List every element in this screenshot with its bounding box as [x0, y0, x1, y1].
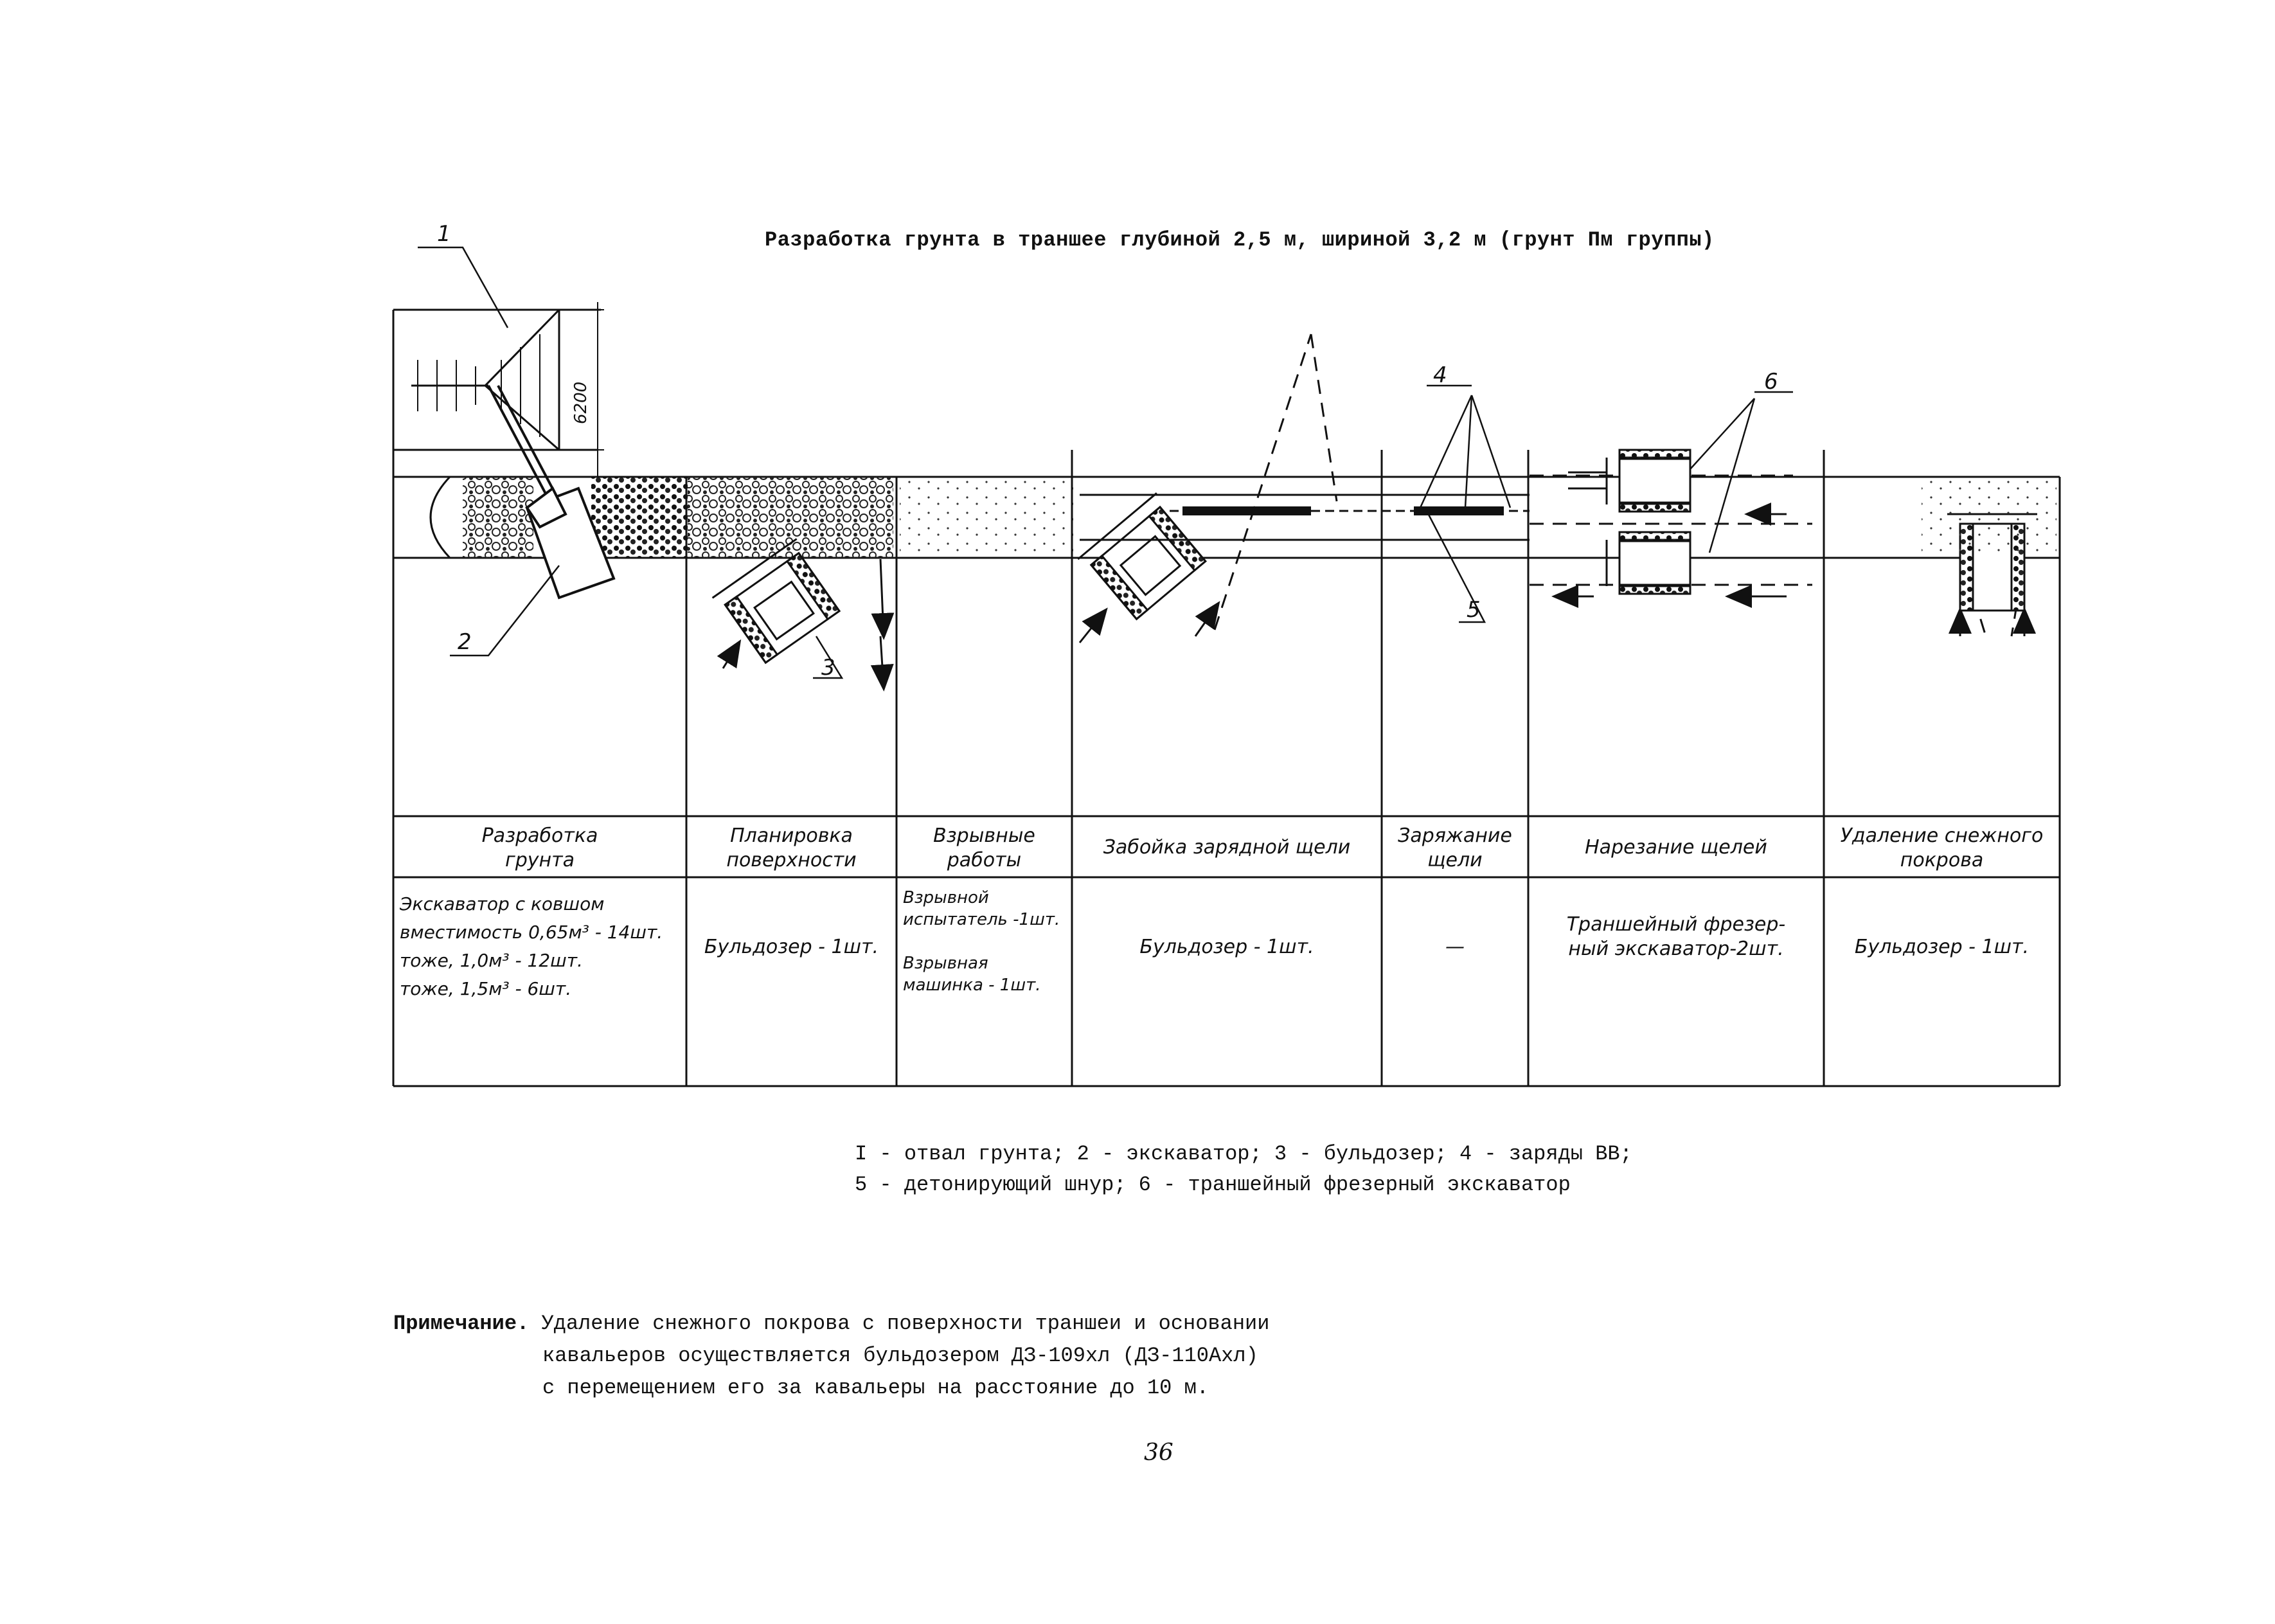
legend-line-2: 5 - детонирующий шнур; 6 - траншейный фрезерный экскаватор	[855, 1173, 1571, 1197]
callout-6: 6	[1764, 369, 1778, 395]
note-line-1: Удаление снежного покрова с поверхности траншеи и основании	[541, 1312, 1270, 1335]
note-line-3: с перемещением его за кавальеры на расстояние до 10 м.	[542, 1376, 1209, 1400]
loosened-soil	[688, 477, 893, 558]
equipment-slot-cutting: Траншейный фрезер- ный экскаватор-2шт.	[1566, 913, 1786, 960]
equipment-excavation: Экскаватор с ковшом вместимость 0,65м³ - 14шт. тоже, 1,0м³ - 12шт. тоже, 1,5м³ - 6шт.	[400, 893, 663, 999]
equipment-blasting: Взрывной испытатель -1шт. Взрывная машинка - 1шт.	[903, 888, 1060, 995]
spoil-pile	[393, 310, 559, 450]
snow-cover	[1922, 477, 2056, 558]
note	[393, 1308, 1269, 1404]
trench-left-end	[431, 477, 450, 558]
equipment-snow-removal: Бульдозер - 1шт.	[1854, 936, 2030, 958]
stage-header-blasting: Взрывные работы	[933, 825, 1035, 871]
loosened-soil-dark	[591, 477, 688, 558]
note-line-2: кавальеров осуществляется бульдозером ДЗ-109хл (ДЗ-110Ахл)	[542, 1344, 1258, 1368]
note-label: Примечание.	[393, 1312, 530, 1335]
stage-header-snow-removal: Удаление снежного покрова	[1840, 825, 2044, 871]
trench-cutter-upper	[1568, 450, 1690, 512]
equipment-tamping: Бульдозер - 1шт.	[1139, 936, 1314, 958]
legend-line-1: I - отвал грунта; 2 - экскаватор; 3 - бульдозер; 4 - заряды ВВ;	[855, 1142, 1632, 1166]
callout-leaders	[418, 247, 1793, 678]
diagram-title: Разработка грунта в траншее глубиной 2,5 м, шириной 3,2 м (грунт Пм группы)	[765, 228, 1715, 252]
callout-1: 1	[437, 221, 451, 247]
equipment-planning: Бульдозер - 1шт.	[704, 936, 879, 958]
callout-4: 4	[1433, 362, 1447, 388]
stage-header-slot-cutting: Нарезание щелей	[1585, 836, 1767, 859]
stage-header-planning: Планировка поверхности	[726, 825, 857, 871]
blasted-zone	[900, 477, 1073, 558]
callout-5: 5	[1467, 597, 1481, 623]
dimension-label: 6200	[571, 381, 591, 424]
trench-cutter-lower	[1607, 532, 1690, 594]
excavated-gravel	[463, 477, 533, 558]
stage-header-tamping: Забойка зарядной щели	[1103, 836, 1351, 859]
stage-header-excavation: Разработка грунта	[481, 825, 598, 871]
stage-header-charging: Заряжание щели	[1398, 825, 1512, 871]
callout-2: 2	[458, 629, 472, 655]
legend	[855, 1139, 1632, 1200]
page-number: 36	[1144, 1440, 1173, 1466]
equipment-charging: —	[1445, 936, 1465, 958]
callout-3: 3	[821, 655, 835, 681]
